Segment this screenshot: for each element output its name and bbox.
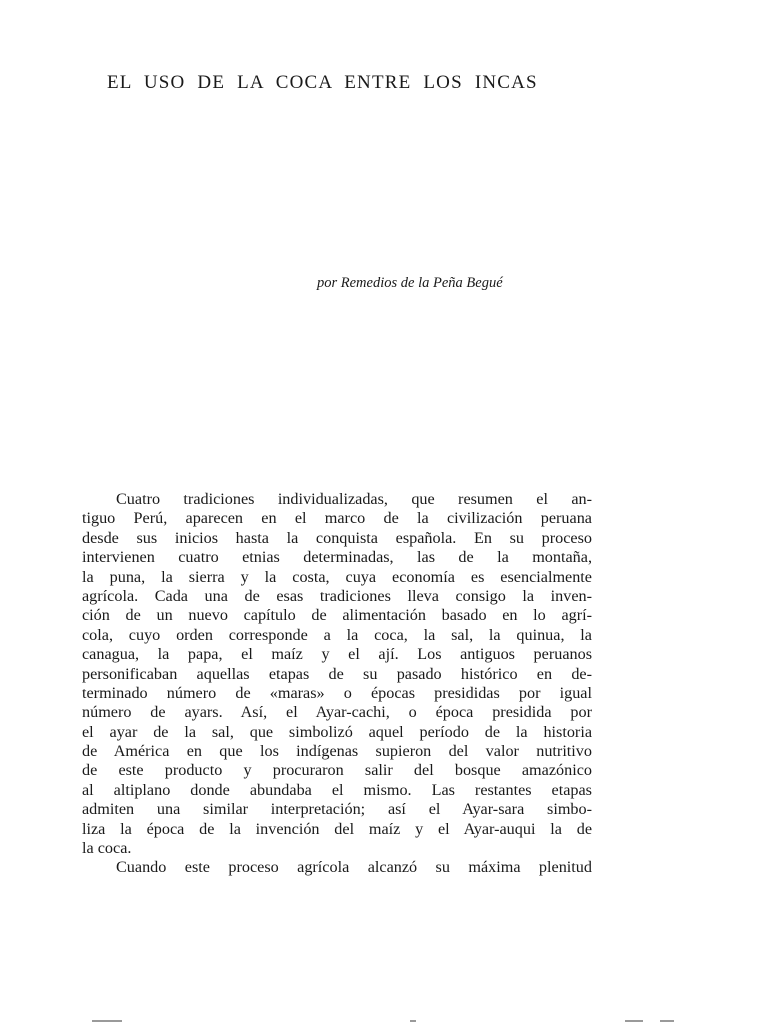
scan-mark [92, 1020, 122, 1022]
body-line: cola, cuyo orden corresponde a la coca, la sal, la quinua, la [82, 625, 592, 644]
body-line: liza la época de la invención del maíz y el Ayar-auqui la de [82, 819, 592, 838]
body-line: Cuando este proceso agrícola alcanzó su máxima plenitud [116, 858, 592, 877]
body-line: terminado número de «maras» o épocas presididas por igual [82, 683, 592, 702]
scan-mark [660, 1020, 674, 1022]
body-line: agrícola. Cada una de esas tradiciones lleva consigo la inven- [82, 586, 592, 605]
article-author: por Remedios de la Peña Begué [317, 275, 503, 291]
body-line: la puna, la sierra y la costa, cuya economía es esencialmente [82, 567, 592, 586]
body-line: al altiplano donde abundaba el mismo. Las restantes etapas [82, 780, 592, 799]
body-line: desde sus inicios hasta la conquista española. En su proceso [82, 528, 592, 547]
body-line: de América en que los indígenas supieron del valor nutritivo [82, 742, 592, 761]
body-line: la coca. [82, 839, 132, 858]
body-line: personificaban aquellas etapas de su pasado histórico en de- [82, 664, 592, 683]
scan-mark [410, 1020, 416, 1022]
scan-edge-marks [0, 1016, 768, 1024]
article-title: EL USO DE LA COCA ENTRE LOS INCAS [107, 72, 538, 93]
body-line: canagua, la papa, el maíz y el ají. Los antiguos peruanos [82, 645, 592, 664]
body-line: tiguo Perú, aparecen en el marco de la civilización peruana [82, 509, 592, 528]
body-line: admiten una similar interpretación; así el Ayar-sara simbo- [82, 800, 592, 819]
body-line: ción de un nuevo capítulo de alimentación basado en lo agrí- [82, 606, 592, 625]
body-line: intervienen cuatro etnias determinadas, las de la montaña, [82, 548, 592, 567]
article-body [82, 490, 592, 878]
body-line: de este producto y procuraron salir del bosque amazónico [82, 761, 592, 780]
body-line: Cuatro tradiciones individualizadas, que resumen el an- [116, 490, 592, 508]
scan-mark [625, 1020, 643, 1022]
body-line: el ayar de la sal, que simbolizó aquel período de la historia [82, 722, 592, 741]
body-line: número de ayars. Así, el Ayar-cachi, o época presidida por [82, 703, 592, 722]
